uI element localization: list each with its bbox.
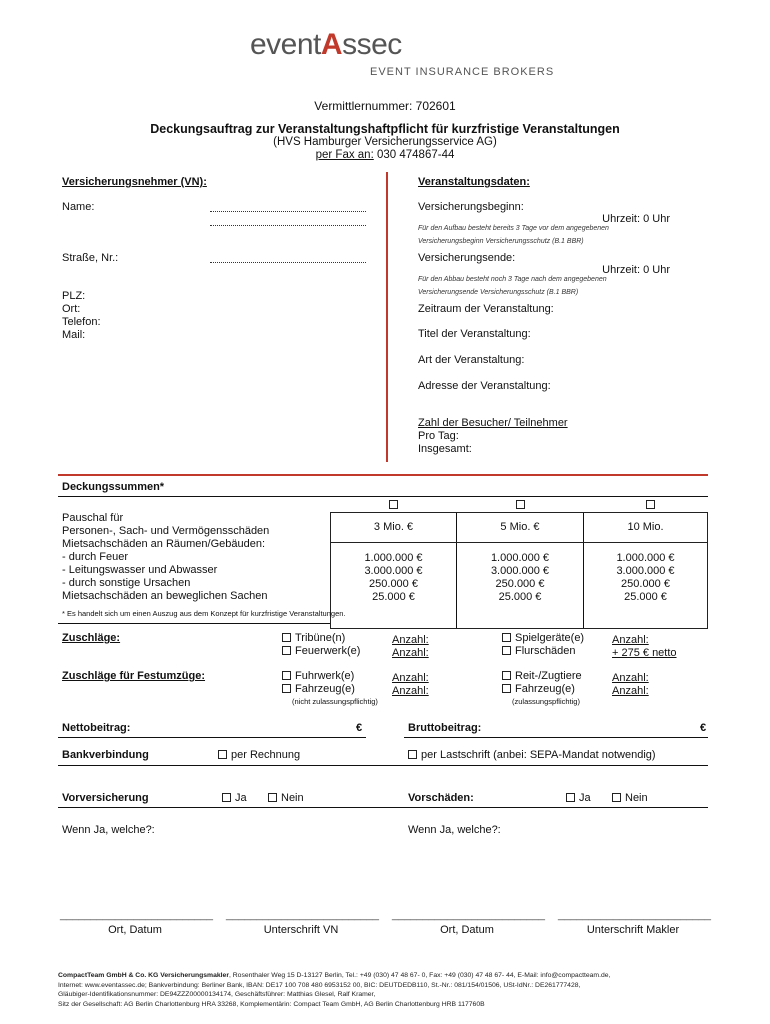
prior-damage-heading: Vorschäden: [408,792,474,804]
checkbox-icon [502,633,511,642]
parade-animals[interactable] [502,670,582,682]
surcharge-firework[interactable] [282,645,360,657]
coverage-desc-line: Mietsachschäden an beweglichen Sachen [62,590,268,602]
parade-count-2: Anzahl: [392,685,429,697]
coverage-value: 25.000 € [372,591,415,603]
coverage-value: 3.000.000 € [616,565,675,577]
fax-label: per Fax an: [315,149,374,161]
coverage-bottom-rule [58,623,330,624]
event-begin-note-2: Versicherungsbeginn Versicherungsschutz (B.1 BBR) [418,238,584,245]
footer-company: CompactTeam GmbH & Co. KG Versicherungsmakler [58,972,229,979]
prior-insurance-no[interactable] [268,792,304,804]
prior-insurance-which: Wenn Ja, welche?: [62,824,155,836]
surcharge-count-2: Anzahl: [392,647,429,659]
checkbox-icon [502,646,511,655]
event-title-label: Titel der Veranstaltung: [418,328,531,340]
prior-insurance-heading: Vorversicherung [62,792,149,804]
signature-line-4[interactable]: _________________________ [558,909,711,921]
surcharge-firework-label: Feuerwerk(e) [295,645,361,657]
checkbox-icon [612,793,621,802]
signature-line-1[interactable]: _________________________ [60,909,213,921]
coverage-heading: Deckungssummen* [62,481,165,493]
event-begin-time: Uhrzeit: 0 Uhr [602,213,670,225]
checkbox-icon [282,646,291,655]
event-visitors-label: Zahl der Besucher/ Teilnehmer [418,417,568,429]
signature-place-date-2: Ort, Datum [440,924,494,936]
prior-insurance-yes-label: Ja [235,792,247,804]
logo-text-c: ssec [342,28,402,61]
fax-line [0,149,770,161]
agent-number: Vermittlernummer: 702601 [314,99,456,113]
coverage-col-values [331,552,456,604]
checkbox-icon [282,671,291,680]
prior-damage-yes-label: Ja [579,792,591,804]
surcharge-field-damage[interactable] [502,645,576,657]
surcharge-field-damage-label: Flurschäden [515,645,576,657]
event-end-label: Versicherungsende: [418,252,516,264]
payment-invoice[interactable] [218,749,300,761]
payment-sepa-label: per Lastschrift (anbei: SEPA-Mandat notwendig) [421,749,656,761]
page-title: Deckungsauftrag zur Veranstaltungshaftpflicht für kurzfristige Veranstaltungen [150,122,620,136]
signature-vn: Unterschrift VN [263,924,339,936]
coverage-checkbox-3mio[interactable] [389,500,398,509]
signature-broker: Unterschrift Makler [586,924,680,936]
column-divider [386,172,388,462]
coverage-value: 1.000.000 € [364,552,423,564]
coverage-checkbox-5mio[interactable] [516,500,525,509]
vn-ort-label: Ort: [62,303,81,315]
coverage-desc [62,512,269,603]
parade-vehicle-1-label: Fahrzeug(e) [295,683,355,695]
coverage-desc-line: Personen-, Sach- und Vermögensschäden [62,525,270,537]
section-rule [58,474,708,476]
surcharge-flur-price: + 275 € netto [612,647,677,659]
footer-line-3: Gläubiger-Identifikationsnummer: DE94ZZZ00000134174, Geschäftsführer: Matthias Glesel, Ralf Kramer, [58,991,376,998]
parade-count-1: Anzahl: [392,672,429,684]
footer-line-1 [58,971,610,981]
coverage-value: 1.000.000 € [616,552,675,564]
logo-text-a: event [250,28,321,61]
checkbox-icon [268,793,277,802]
coverage-rule [58,496,708,497]
event-begin-note-1: Für den Aufbau besteht bereits 3 Tage vor dem angegebenen [418,225,609,232]
surcharge-tribune[interactable] [282,632,345,644]
net-premium-label: Nettobeitrag: [62,722,131,734]
gross-premium-label: Bruttobeitrag: [408,722,482,734]
surcharge-count-1: Anzahl: [392,634,429,646]
event-address-label: Adresse der Veranstaltung: [418,380,551,392]
payment-sepa[interactable] [408,749,656,761]
surcharge-tribune-label: Tribüne(n) [295,632,346,644]
vn-street-field[interactable] [210,262,366,263]
prior-damage-which: Wenn Ja, welche?: [408,824,501,836]
footer [58,971,610,1009]
event-end-note-1: Für den Abbau besteht noch 3 Tage nach dem angegebenen [418,276,607,283]
parade-animals-label: Reit-/Zugtiere [515,670,582,682]
coverage-value: 3.000.000 € [490,565,550,577]
coverage-value: 1.000.000 € [490,552,550,564]
vn-street-label: Straße, Nr.: [62,252,119,264]
checkbox-icon [222,793,231,802]
parade-count-3: Anzahl: [612,672,649,684]
vn-name-field[interactable] [210,211,366,212]
prior-insurance-no-label: Nein [281,792,304,804]
coverage-desc-line: - durch Feuer [62,551,129,563]
footer-line-2: Internet: www.eventassec.de; Bankverbindung: Berliner Bank, IBAN: DE17 100 708 480 6953152 00, BIC: DEUTDEDB110, St.-Nr.: 081/154/01506, USt-IdNr.: DE261777428, [58,981,581,989]
parade-count-4: Anzahl: [612,685,649,697]
coverage-col-values [457,552,583,604]
parade-note-2: (zulassungspflichtig) [512,697,580,706]
payment-rule [58,765,708,766]
coverage-desc-line: - durch sonstige Ursachen [62,577,191,589]
checkbox-icon [408,750,417,759]
coverage-col-values [584,552,707,604]
footer-address: , Rosenthaler Weg 15 D-13127 Berlin, Tel.: +49 (030) 47 48 67- 0, Fax: +49 (030) 47 48 67- 44, E-Mail: info@compactteam.de, [228,972,611,979]
event-per-day-label: Pro Tag: [418,430,459,442]
vn-name-label: Name: [62,201,95,213]
coverage-table [330,512,708,629]
payment-invoice-label: per Rechnung [231,749,301,761]
coverage-value: 25.000 € [624,591,667,603]
coverage-desc-line: Pauschal für [62,512,124,524]
prior-damage-yes[interactable] [566,792,591,804]
parade-vehicle-1[interactable] [282,683,355,695]
checkbox-icon [282,633,291,642]
prior-rule [58,807,708,808]
event-begin-label: Versicherungsbeginn: [418,201,524,213]
coverage-value: 25.000 € [498,591,542,603]
logo-text-b: A [320,28,343,61]
event-end-note-2: Versicherungsende Versicherungsschutz (B.1 BBR) [418,289,579,296]
fax-number: 030 474867-44 [376,149,455,161]
surcharge-count-3: Anzahl: [612,634,649,646]
parade-heading: Zuschläge für Festumzüge: [62,670,206,682]
parade-vehicle-2[interactable] [502,683,575,695]
logo [250,28,402,62]
prior-insurance-yes[interactable] [222,792,247,804]
checkbox-icon [218,750,227,759]
logo-tagline: EVENT INSURANCE BROKERS [370,66,555,78]
vn-telefon-label: Telefon: [62,316,101,328]
event-total-label: Insgesamt: [418,443,472,455]
coverage-value: 250.000 € [369,578,418,590]
checkbox-icon [502,671,511,680]
coverage-value: 3.000.000 € [364,565,423,577]
surcharges-heading: Zuschläge: [62,632,121,644]
checkbox-icon [502,684,511,693]
gross-premium-currency: € [700,722,707,734]
event-heading: Veranstaltungsdaten: [418,176,530,188]
event-type-label: Art der Veranstaltung: [418,354,525,366]
parade-carriage-label: Fuhrwerk(e) [295,670,355,682]
vn-name-field-2[interactable] [210,225,366,226]
footer-line-4: Sitz der Gesellschaft: AG Berlin Charlottenburg HRA 33268, Komplementärin: Compact Team GmbH, AG Berlin Charlottenburg HRB 117760B [58,1000,485,1008]
parade-vehicle-2-label: Fahrzeug(e) [515,683,575,695]
coverage-checkbox-10mio[interactable] [646,500,655,509]
prior-damage-no-label: Nein [625,792,648,804]
page-subtitle: (HVS Hamburger Versicherungsservice AG) [273,136,497,148]
event-period-label: Zeitraum der Veranstaltung: [418,303,554,315]
vn-mail-label: Mail: [62,329,86,341]
surcharge-playground-label: Spielgeräte(e) [515,632,585,644]
signature-place-date-1: Ort, Datum [108,924,162,936]
coverage-col-label: 5 Mio. € [500,521,540,533]
signature-line-2[interactable]: _________________________ [226,909,379,921]
prior-damage-no[interactable] [612,792,648,804]
payment-heading: Bankverbindung [62,749,149,761]
checkbox-icon [566,793,575,802]
checkbox-icon [282,684,291,693]
gross-premium-rule [404,737,708,738]
coverage-footnote: * Es handelt sich um einen Auszug aus dem Konzept für kurzfristige Veranstaltungen. [62,609,346,618]
net-premium-rule [58,737,366,738]
coverage-col-label: 10 Mio. [627,521,664,533]
parade-carriage[interactable] [282,670,354,682]
coverage-desc-line: Mietsachschäden an Räumen/Gebäuden: [62,538,266,550]
coverage-value: 250.000 € [621,578,670,590]
parade-note-1: (nicht zulassungspflichtig) [292,697,378,706]
event-end-time: Uhrzeit: 0 Uhr [602,264,670,276]
coverage-desc-line: - Leitungswasser und Abwasser [62,564,218,576]
surcharge-playground[interactable] [502,632,584,644]
vn-plz-label: PLZ: [62,290,86,302]
signature-line-3[interactable]: _________________________ [392,909,545,921]
coverage-col-label: 3 Mio. € [373,521,414,533]
net-premium-currency: € [356,722,363,734]
coverage-value: 250.000 € [495,578,545,590]
vn-heading: Versicherungsnehmer (VN): [62,176,207,188]
